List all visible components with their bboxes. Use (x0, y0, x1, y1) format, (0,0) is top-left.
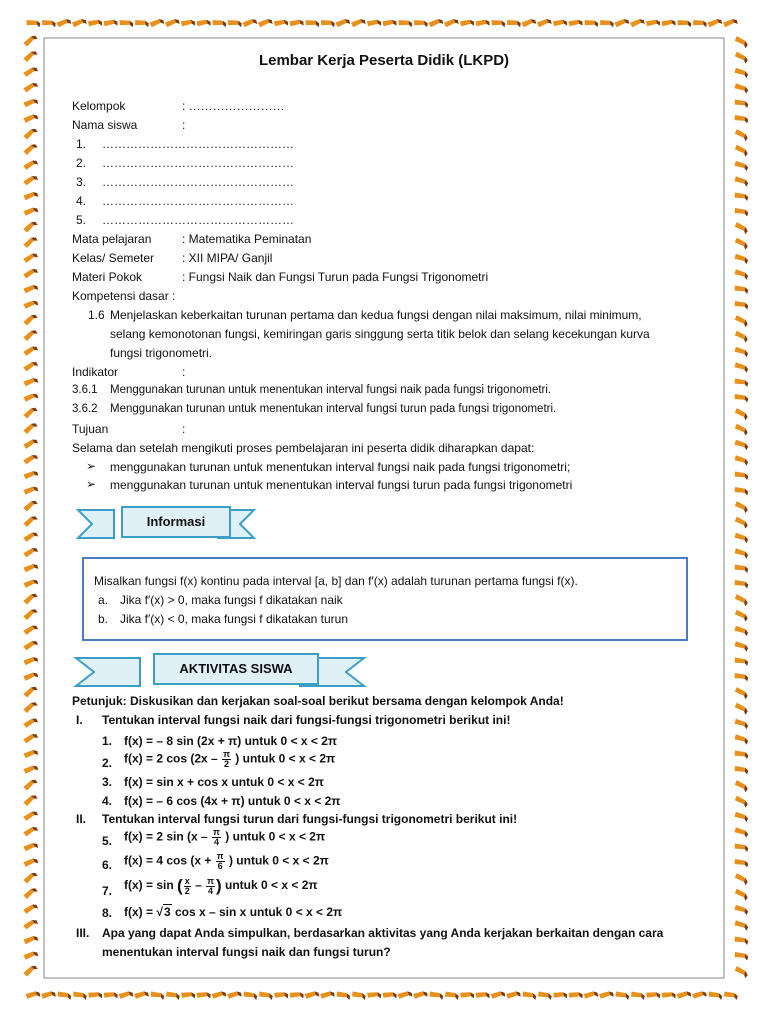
candy-corn-icon (23, 360, 38, 371)
question-formula: f(x) = √3 cos x – sin x untuk 0 < x < 2π (124, 905, 343, 919)
section-number: II. (76, 812, 87, 826)
candy-corn-icon (41, 19, 56, 27)
candy-corn-icon (568, 20, 582, 27)
candy-corn-icon (553, 992, 567, 999)
candy-corn-icon (23, 329, 38, 342)
informasi-item-number: a. (98, 593, 109, 607)
candy-corn-icon (23, 127, 38, 140)
candy-corn-icon (397, 991, 412, 999)
candy-corn-icon (23, 284, 38, 293)
candy-corn-icon (23, 579, 38, 588)
candy-corn-icon (23, 267, 38, 278)
candy-corn-icon (734, 253, 749, 264)
informasi-item-text: Jika f′(x) < 0, maka fungsi f dikatakan turun (120, 612, 349, 626)
materi-label: Materi Pokok (72, 270, 143, 284)
section-title: Tentukan interval fungsi turun dari fungsi-fungsi trigonometri berikut ini! (102, 812, 518, 826)
candy-corn-icon (23, 252, 38, 263)
candy-corn-icon (553, 20, 567, 27)
candy-corn-icon (23, 453, 38, 464)
candy-corn-icon (630, 18, 645, 27)
candy-corn-icon (398, 19, 413, 27)
candy-corn-icon (413, 991, 428, 999)
candy-corn-icon (23, 672, 38, 681)
candy-corn-icon (305, 19, 320, 27)
candy-corn-icon (23, 377, 38, 386)
member-dots: ………………………………………… (102, 213, 294, 227)
candy-corn-icon (734, 826, 749, 837)
candy-corn-icon (165, 18, 180, 27)
candy-corn-icon (23, 470, 38, 479)
candy-corn-icon (734, 919, 749, 930)
candy-corn-icon (23, 515, 38, 528)
candy-corn-icon (630, 991, 645, 1000)
candy-corn-icon (506, 991, 521, 999)
candy-corn-icon (734, 811, 749, 822)
fraction: $\frac{\pi}{6}$ (216, 851, 224, 871)
candy-corn-icon (583, 991, 598, 999)
kompetensi-label: Kompetensi dasar : (72, 289, 176, 303)
petunjuk: Petunjuk: Diskusikan dan kerjakan soal-soal berikut bersama dengan kelompok Anda! (72, 694, 564, 708)
candy-corn-icon (88, 992, 102, 999)
candy-corn-icon (734, 237, 749, 250)
candy-corn-icon (23, 546, 38, 557)
candy-corn-icon (243, 991, 258, 1000)
candy-corn-icon (57, 991, 72, 1000)
candy-corn-icon (734, 750, 749, 759)
candy-corn-icon (734, 657, 749, 666)
candy-corn-icon (521, 18, 536, 27)
nama-colon: : (182, 118, 186, 132)
candy-corn-icon (661, 992, 675, 999)
indikator-text: Menggunakan turunan untuk menentukan interval fungsi naik pada fungsi trigonometri. (110, 384, 552, 396)
candy-corn-icon (23, 810, 38, 821)
candy-corn-icon (646, 992, 660, 999)
candy-corn-icon (23, 143, 38, 156)
candy-corn-icon (708, 991, 723, 1000)
candy-corn-icon (23, 701, 38, 714)
question-number: 5. (102, 834, 113, 848)
candy-corn-icon (134, 991, 149, 999)
candy-corn-icon (734, 625, 749, 636)
candy-corn-icon (149, 18, 164, 27)
candy-corn-icon (429, 991, 444, 1000)
candy-corn-icon (367, 20, 381, 27)
candy-corn-icon (367, 992, 381, 999)
candy-corn-icon (734, 454, 749, 465)
candy-corn-icon (413, 19, 428, 27)
informasi-item-text: Jika f′(x) > 0, maka fungsi f dikatakan naik (120, 593, 343, 607)
candy-corn-icon (23, 313, 38, 326)
candy-corn-icon (23, 438, 38, 449)
candy-corn-icon (23, 732, 38, 743)
candy-corn-icon (23, 964, 38, 977)
section-number: III. (76, 926, 90, 940)
question-number: 2. (102, 756, 113, 770)
candy-corn-icon (734, 843, 749, 852)
candy-corn-icon (734, 35, 749, 48)
candy-corn-icon (692, 991, 707, 999)
candy-corn-icon (289, 20, 303, 27)
candy-corn-icon (734, 346, 749, 357)
tujuan-colon: : (182, 422, 186, 436)
candy-corn-icon (490, 991, 505, 999)
question-text: f(x) = sin x + cos x untuk 0 < x < 2π (124, 775, 324, 789)
candy-corn-icon (723, 18, 738, 27)
candy-corn-icon (734, 160, 749, 171)
question-number: 6. (102, 858, 113, 872)
candy-corn-icon (23, 825, 38, 836)
question-number: 1. (102, 734, 113, 748)
fraction: $\frac{\pi}{4}$ (207, 875, 214, 896)
candy-corn-icon (23, 871, 38, 884)
section-line: menentukan interval fungsi naik dan fungsi turun? (102, 945, 391, 959)
candy-corn-icon (428, 18, 443, 27)
candy-corn-icon (584, 19, 599, 27)
candy-corn-icon (274, 20, 288, 27)
candy-corn-icon (491, 19, 506, 27)
candy-corn-icon (134, 19, 149, 27)
bullet-arrow-icon: ➢ (86, 477, 97, 491)
member-number: 4. (76, 194, 87, 208)
candy-corn-icon (23, 34, 38, 47)
candy-corn-icon (599, 991, 614, 999)
candy-corn-icon (181, 20, 195, 27)
candy-corn-icon (23, 608, 38, 621)
candy-corn-icon (734, 486, 749, 495)
candy-corn-icon (661, 20, 675, 27)
candy-corn-icon (23, 422, 38, 435)
candy-corn-icon (734, 593, 749, 606)
candy-corn-icon (734, 936, 749, 945)
candy-corn-icon (23, 81, 38, 92)
candy-corn-icon (444, 991, 459, 1000)
candy-corn-icon (23, 765, 38, 774)
kelas-label: Kelas/ Semeter (72, 251, 155, 265)
candy-corn-icon (274, 992, 288, 999)
indikator-number: 3.6.1 (72, 384, 98, 396)
tujuan-item: menggunakan turunan untuk menentukan interval fungsi turun pada fungsi trigonometri (110, 478, 573, 492)
candy-corn-icon (677, 19, 692, 27)
candy-corn-icon (734, 144, 749, 157)
sqrt-icon: √ (156, 905, 163, 919)
candy-corn-icon (23, 159, 38, 170)
candy-corn-icon (351, 991, 366, 1000)
question-formula: f(x) = 4 cos (x + $\frac{\pi}{6}$ ) untuk 0 < x < 2π (124, 851, 329, 871)
indikator-text: Menggunakan turunan untuk menentukan interval fungsi turun pada fungsi trigonometri. (110, 403, 557, 415)
candy-corn-icon (196, 20, 210, 27)
candy-corn-icon (258, 991, 273, 1000)
materi-value: : Fungsi Naik dan Fungsi Turun pada Fungsi Trigonometri (182, 270, 489, 284)
candy-corn-icon (351, 18, 366, 27)
member-number: 1. (76, 137, 87, 151)
candy-corn-icon (23, 114, 38, 123)
candy-corn-icon (734, 407, 749, 420)
candy-corn-icon (103, 992, 117, 999)
candy-corn-icon (23, 592, 38, 605)
section-line: Apa yang dapat Anda simpulkan, berdasarkan aktivitas yang Anda kerjakan berkaitan dengan cara (102, 926, 664, 940)
candy-corn-icon (289, 992, 303, 999)
tujuan-label: Tujuan (72, 422, 109, 436)
candy-corn-icon (23, 393, 38, 402)
candy-corn-icon (734, 175, 749, 186)
candy-corn-icon (734, 765, 749, 774)
candy-corn-icon (88, 20, 102, 27)
candy-corn-icon (23, 531, 38, 542)
candy-corn-icon (734, 300, 749, 309)
member-number: 2. (76, 156, 87, 170)
candy-corn-icon (734, 516, 749, 529)
tujuan-intro: Selama dan setelah mengikuti proses pembelajaran ini peserta didik diharapkan dapat: (72, 441, 535, 455)
candy-corn-icon (734, 547, 749, 558)
candy-corn-icon (734, 951, 749, 960)
candy-corn-icon (72, 991, 87, 1000)
fraction: $\frac{\pi}{2}$ (223, 749, 230, 769)
kompetensi-line: fungsi trigonometri. (110, 346, 213, 360)
candy-corn-icon (646, 20, 660, 27)
tujuan-item: menggunakan turunan untuk menentukan interval fungsi naik pada fungsi trigonometri; (110, 460, 571, 474)
candy-corn-icon (734, 128, 749, 141)
bullet-arrow-icon: ➢ (86, 459, 97, 473)
candy-corn-icon (734, 114, 749, 123)
indikator-colon: : (182, 365, 186, 379)
candy-corn-icon (211, 991, 226, 999)
candy-corn-icon (734, 423, 749, 436)
member-number: 3. (76, 175, 87, 189)
mapel-value: : Matematika Peminatan (182, 232, 312, 246)
question-formula: f(x) = sin ( $\frac{x}{2}$ – $\frac{\pi}{4}$ ) untuk 0 < x < 2π (124, 875, 318, 896)
fraction: $\frac{x}{2}$ (184, 875, 190, 896)
candy-corn-icon (707, 18, 722, 27)
candy-corn-icon (734, 965, 749, 978)
candy-corn-icon (23, 624, 38, 635)
mapel-label: Mata pelajaran (72, 232, 152, 246)
candy-corn-icon (734, 285, 749, 294)
candy-corn-icon (734, 192, 749, 201)
fraction: $\frac{\pi}{4}$ (213, 827, 220, 847)
candy-corn-icon (320, 19, 335, 27)
candy-corn-icon (56, 18, 71, 27)
candy-corn-icon (23, 656, 38, 665)
candy-corn-icon (734, 858, 749, 867)
candy-corn-icon (242, 18, 257, 27)
informasi-ribbon-label: Informasi (146, 514, 206, 529)
candy-corn-icon (41, 991, 56, 999)
kelompok-value: : …………………… (182, 99, 285, 113)
indikator-number: 3.6.2 (72, 403, 98, 415)
candy-corn-icon (212, 19, 227, 27)
candy-corn-icon (614, 18, 629, 27)
question-text: f(x) = – 8 sin (2x + π) untuk 0 < x < 2π (124, 734, 338, 748)
candy-corn-icon (444, 18, 459, 27)
candy-corn-icon (460, 992, 474, 999)
candy-corn-icon (23, 563, 38, 572)
candy-corn-icon (23, 191, 38, 200)
question-number: 4. (102, 794, 113, 808)
candy-corn-icon (734, 82, 749, 93)
candy-corn-icon (23, 236, 38, 249)
candy-corn-icon (304, 991, 319, 999)
candy-corn-icon (734, 564, 749, 573)
candy-corn-icon (734, 221, 749, 234)
candy-corn-icon (23, 685, 38, 698)
candy-corn-icon (23, 220, 38, 233)
page-title: Lembar Kerja Peserta Didik (LKPD) (258, 52, 510, 69)
candy-corn-icon (118, 991, 133, 999)
candy-corn-icon (734, 393, 749, 402)
candy-corn-icon (23, 903, 38, 914)
candy-corn-icon (734, 779, 749, 792)
candy-corn-icon (196, 992, 210, 999)
candy-corn-icon (475, 20, 489, 27)
candy-corn-icon (382, 992, 396, 999)
indikator-label: Indikator (72, 365, 119, 379)
candy-corn-icon (103, 20, 117, 27)
candy-corn-icon (599, 19, 614, 27)
candy-corn-icon (23, 207, 38, 216)
candy-corn-icon (734, 579, 749, 588)
candy-corn-icon (23, 749, 38, 758)
question-formula: f(x) = 2 sin (x – $\frac{\pi}{4}$ ) untuk 0 < x < 2π (124, 827, 326, 847)
kelas-value: : XII MIPA/ Ganjil (182, 251, 273, 265)
kompetensi-number: 1.6 (88, 308, 105, 322)
section-number: I. (76, 713, 83, 727)
candy-corn-icon (23, 300, 38, 309)
candy-corn-icon (734, 640, 749, 651)
question-formula: f(x) = 2 cos (2x – $\frac{\pi}{2}$ ) untuk 0 < x < 2π (124, 749, 336, 769)
candy-corn-icon (72, 18, 87, 27)
candy-corn-icon (734, 733, 749, 744)
member-dots: ………………………………………… (102, 156, 294, 170)
candy-corn-icon (734, 99, 749, 108)
section-title: Tentukan interval fungsi naik dari fungsi-fungsi trigonometri berikut ini! (102, 713, 511, 727)
question-text: f(x) = – 6 cos (4x + π) untuk 0 < x < 2π (124, 794, 341, 808)
candy-corn-icon (165, 991, 180, 1000)
candy-corn-icon (537, 18, 552, 27)
candy-corn-icon (734, 268, 749, 279)
candy-corn-icon (734, 872, 749, 885)
candy-corn-icon (23, 794, 38, 807)
candy-corn-icon (181, 992, 195, 999)
candy-corn-icon (23, 717, 38, 728)
kompetensi-line: selang kemonotonan fungsi, kemiringan garis singgung serta titik belok dan selang kecekungan kurva (110, 327, 650, 341)
candy-corn-icon (460, 20, 474, 27)
member-dots: ………………………………………… (102, 194, 294, 208)
candy-corn-icon (568, 992, 582, 999)
candy-corn-icon (23, 345, 38, 356)
kelompok-label: Kelompok (72, 99, 126, 113)
candy-corn-icon (734, 378, 749, 387)
candy-corn-icon (23, 639, 38, 650)
candy-corn-icon (734, 439, 749, 450)
candy-corn-icon (522, 991, 537, 1000)
candy-corn-icon (335, 18, 350, 27)
candy-corn-icon (734, 361, 749, 372)
candy-corn-icon (734, 672, 749, 681)
candy-corn-icon (382, 20, 396, 27)
candy-corn-icon (734, 888, 749, 901)
candy-corn-icon (734, 702, 749, 715)
candy-corn-icon (23, 858, 38, 867)
candy-corn-icon (723, 991, 738, 1000)
candy-corn-icon (734, 500, 749, 513)
candy-corn-icon (258, 18, 273, 27)
aktivitas-ribbon-label: AKTIVITAS SISWA (179, 661, 293, 676)
candy-corn-icon (23, 935, 38, 944)
candy-corn-icon (734, 718, 749, 729)
candy-corn-icon (23, 951, 38, 960)
candy-corn-icon (23, 887, 38, 900)
member-number: 5. (76, 213, 87, 227)
candy-corn-icon (475, 992, 489, 999)
candy-corn-icon (227, 19, 242, 27)
candy-corn-icon (23, 499, 38, 512)
candy-corn-icon (150, 991, 165, 1000)
candy-corn-icon (734, 314, 749, 327)
candy-corn-icon (23, 98, 38, 107)
candy-corn-icon (734, 904, 749, 915)
candy-corn-icon (537, 991, 552, 1000)
member-dots: ………………………………………… (102, 137, 294, 151)
candy-corn-icon (734, 471, 749, 480)
candy-corn-icon (734, 795, 749, 808)
candy-corn-icon (119, 19, 134, 27)
candy-corn-icon (320, 991, 335, 999)
question-number: 7. (102, 884, 113, 898)
candy-corn-icon (676, 991, 691, 999)
question-number: 3. (102, 775, 113, 789)
candy-corn-icon (23, 918, 38, 929)
informasi-intro: Misalkan fungsi f(x) kontinu pada interval [a, b] dan f′(x) adalah turunan pertama fungsi f(x). (94, 574, 578, 588)
nama-label: Nama siswa (72, 118, 138, 132)
informasi-item-number: b. (98, 612, 109, 626)
candy-corn-icon (734, 609, 749, 622)
member-dots: ………………………………………… (102, 175, 294, 189)
candy-corn-icon (23, 174, 38, 185)
candy-corn-icon (23, 406, 38, 419)
candy-corn-icon (615, 991, 630, 1000)
candy-corn-icon (23, 842, 38, 851)
candy-corn-icon (734, 330, 749, 343)
candy-corn-icon (506, 19, 521, 27)
candy-corn-icon (23, 778, 38, 791)
candy-corn-icon (734, 686, 749, 699)
candy-corn-icon (692, 19, 707, 27)
question-number: 8. (102, 906, 113, 920)
candy-corn-icon (734, 532, 749, 543)
candy-corn-icon (26, 19, 41, 27)
candy-corn-icon (734, 207, 749, 216)
kompetensi-line: Menjelaskan keberkaitan turunan pertama dan kedua fungsi dengan nilai maksimum, nilai minimum, (110, 308, 642, 322)
candy-corn-icon (227, 991, 242, 999)
candy-corn-icon (23, 486, 38, 495)
candy-corn-icon (25, 991, 40, 999)
candy-corn-icon (336, 991, 351, 1000)
